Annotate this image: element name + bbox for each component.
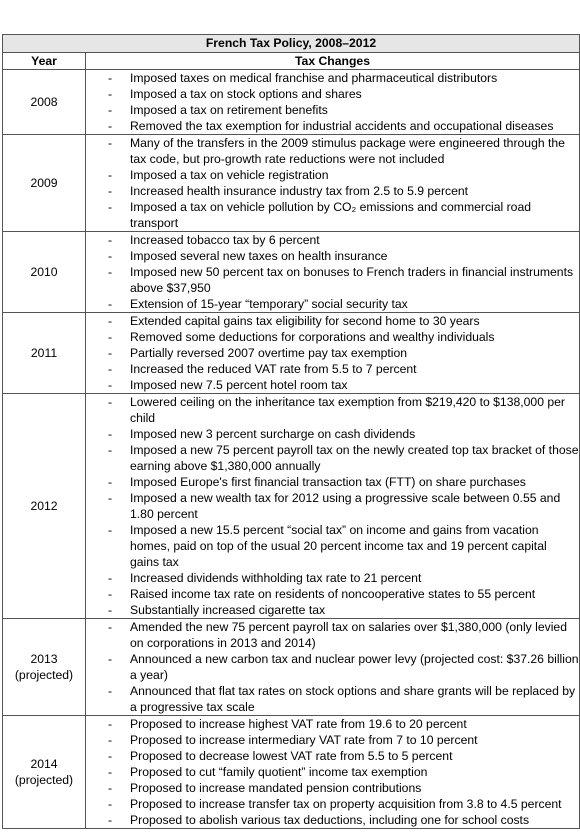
list-item	[86, 651, 579, 683]
list-item	[86, 619, 579, 651]
bullet-dash: -	[108, 184, 113, 198]
tax-change-text: Proposed to increase highest VAT rate from 19.6 to 20 percent	[130, 717, 467, 731]
tax-change-text: Amended the new 75 percent payroll tax on salaries over $1,380,000 (only levied on corporations in 2013 and 2014)	[130, 620, 567, 650]
bullet-dash: -	[108, 233, 113, 247]
list-item	[86, 232, 579, 248]
year-label: 2009	[30, 176, 58, 190]
table-row	[3, 232, 580, 313]
year-cell	[3, 70, 86, 135]
tax-change-text: Imposed several new taxes on health insurance	[130, 249, 388, 263]
list-item	[86, 764, 579, 780]
bullet-dash: -	[108, 265, 113, 279]
tax-change-text: Announced that flat tax rates on stock options and share grants will be replaced by a progressive tax scale	[130, 684, 576, 714]
bullet-dash: -	[108, 297, 113, 311]
list-item	[86, 296, 579, 312]
bullet-dash: -	[108, 427, 113, 441]
year-cell	[3, 135, 86, 232]
bullet-dash: -	[108, 620, 113, 634]
column-header-tax-changes: Tax Changes	[86, 53, 580, 70]
tax-change-text: Announced a new carbon tax and nuclear power levy (projected cost: $37.26 billion a year)	[130, 652, 579, 682]
table-row	[3, 70, 580, 135]
column-header-year: Year	[3, 53, 86, 70]
bullet-dash: -	[108, 749, 113, 763]
list-item	[86, 313, 579, 329]
bullet-dash: -	[108, 119, 113, 133]
bullet-dash: -	[108, 797, 113, 811]
tax-changes-cell	[86, 716, 580, 829]
list-item	[86, 490, 579, 522]
tax-change-text: Increased tobacco tax by 6 percent	[130, 233, 320, 247]
table-row	[3, 313, 580, 394]
list-item	[86, 135, 579, 167]
tax-change-text: Increased dividends withholding tax rate to 21 percent	[130, 571, 422, 585]
list-item	[86, 377, 579, 393]
tax-change-text: Imposed a new wealth tax for 2012 using a progressive scale between 0.55 and 1.80 percent	[130, 491, 561, 521]
tax-change-text: Proposed to abolish various tax deductions, including one for school costs	[130, 813, 530, 827]
tax-change-text: Extension of 15-year “temporary” social security tax	[130, 297, 408, 311]
bullet-dash: -	[108, 362, 113, 376]
tax-change-text: Imposed a new 75 percent payroll tax on the newly created top tax bracket of those earning above $1,380,000 annually	[130, 443, 579, 473]
list-item	[86, 199, 579, 231]
year-cell	[3, 232, 86, 313]
tax-change-text: Imposed new 7.5 percent hotel room tax	[130, 378, 348, 392]
bullet-dash: -	[108, 475, 113, 489]
table-row	[3, 619, 580, 716]
table-body	[3, 70, 580, 829]
list-item	[86, 248, 579, 264]
bullet-dash: -	[108, 87, 113, 101]
bullet-dash: -	[108, 652, 113, 666]
list-item	[86, 796, 579, 812]
tax-change-list	[86, 232, 579, 312]
list-item	[86, 570, 579, 586]
table-header-row	[3, 53, 580, 70]
bullet-dash: -	[108, 813, 113, 827]
tax-change-text: Increased the reduced VAT rate from 5.5 to 7 percent	[130, 362, 417, 376]
list-item	[86, 780, 579, 796]
tax-changes-cell	[86, 313, 580, 394]
list-item	[86, 102, 579, 118]
bullet-dash: -	[108, 781, 113, 795]
tax-change-text: Removed some deductions for corporations and wealthy individuals	[130, 330, 495, 344]
year-label: 2011	[30, 346, 58, 360]
tax-change-text: Raised income tax rate on residents of noncooperative states to 55 percent	[130, 587, 536, 601]
tax-change-text: Imposed a tax on stock options and shares	[130, 87, 362, 101]
year-cell	[3, 716, 86, 829]
list-item	[86, 345, 579, 361]
table-row	[3, 394, 580, 619]
tax-changes-cell	[86, 394, 580, 619]
bullet-dash: -	[108, 733, 113, 747]
year-note: (projected)	[14, 668, 74, 682]
bullet-dash: -	[108, 168, 113, 182]
year-note: (projected)	[14, 773, 74, 787]
bullet-dash: -	[108, 200, 113, 214]
tax-change-text: Proposed to increase transfer tax on property acquisition from 3.8 to 4.5 percent	[130, 797, 562, 811]
list-item	[86, 86, 579, 102]
year-label: 2014	[30, 757, 58, 771]
year-label: 2008	[30, 95, 58, 109]
tax-change-text: Proposed to increase mandated pension contributions	[130, 781, 422, 795]
tax-change-list	[86, 394, 579, 618]
tax-change-text: Imposed a new 15.5 percent “social tax” on income and gains from vacation homes, paid on top of the usual 20 percent income tax and 19 percent capital gains tax	[130, 523, 547, 569]
list-item	[86, 522, 579, 570]
bullet-dash: -	[108, 571, 113, 585]
tax-change-text: Substantially increased cigarette tax	[130, 603, 326, 617]
tax-change-text: Many of the transfers in the 2009 stimulus package were engineered through the tax code, but pro-growth rate reductions were not included	[130, 136, 565, 166]
bullet-dash: -	[108, 587, 113, 601]
list-item	[86, 812, 579, 828]
bullet-dash: -	[108, 249, 113, 263]
list-item	[86, 426, 579, 442]
bullet-dash: -	[108, 346, 113, 360]
list-item	[86, 264, 579, 296]
tax-change-text: Imposed Europe's first financial transaction tax (FTT) on share purchases	[130, 475, 526, 489]
list-item	[86, 748, 579, 764]
list-item	[86, 716, 579, 732]
tax-change-list	[86, 70, 579, 134]
tax-change-list	[86, 135, 579, 231]
tax-change-text: Lowered ceiling on the inheritance tax exemption from $219,420 to $138,000 per child	[130, 395, 565, 425]
table-row	[3, 716, 580, 829]
tax-change-list	[86, 619, 579, 715]
tax-policy-table	[2, 34, 580, 829]
tax-change-text: Proposed to decrease lowest VAT rate from 5.5 to 5 percent	[130, 749, 453, 763]
bullet-dash: -	[108, 603, 113, 617]
tax-change-text: Proposed to increase intermediary VAT rate from 7 to 10 percent	[130, 733, 478, 747]
table-row	[3, 135, 580, 232]
list-item	[86, 167, 579, 183]
list-item	[86, 683, 579, 715]
list-item	[86, 183, 579, 199]
list-item	[86, 474, 579, 490]
year-label: 2010	[30, 265, 58, 279]
table-title-row	[3, 35, 580, 53]
tax-changes-cell	[86, 70, 580, 135]
list-item	[86, 70, 579, 86]
tax-changes-cell	[86, 135, 580, 232]
tax-change-text: Increased health insurance industry tax from 2.5 to 5.9 percent	[130, 184, 469, 198]
tax-change-text: Partially reversed 2007 overtime pay tax exemption	[130, 346, 408, 360]
list-item	[86, 586, 579, 602]
list-item	[86, 118, 579, 134]
bullet-dash: -	[108, 443, 113, 457]
bullet-dash: -	[108, 395, 113, 409]
bullet-dash: -	[108, 523, 113, 537]
tax-change-text: Imposed new 3 percent surcharge on cash dividends	[130, 427, 416, 441]
list-item	[86, 732, 579, 748]
tax-change-text: Imposed new 50 percent tax on bonuses to French traders in financial instruments above $37,950	[130, 265, 574, 295]
bullet-dash: -	[108, 103, 113, 117]
tax-changes-cell	[86, 232, 580, 313]
bullet-dash: -	[108, 765, 113, 779]
bullet-dash: -	[108, 136, 113, 150]
tax-change-text: Proposed to cut “family quotient” income tax exemption	[130, 765, 428, 779]
list-item	[86, 394, 579, 426]
tax-change-list	[86, 313, 579, 393]
year-cell	[3, 619, 86, 716]
tax-change-text: Imposed a tax on retirement benefits	[130, 103, 328, 117]
bullet-dash: -	[108, 314, 113, 328]
year-label: 2013	[30, 652, 58, 666]
list-item	[86, 442, 579, 474]
tax-change-text: Imposed a tax on vehicle pollution by CO₂ emissions and commercial road transport	[130, 200, 532, 230]
tax-policy-table-wrapper	[2, 34, 579, 829]
bullet-dash: -	[108, 330, 113, 344]
year-cell	[3, 394, 86, 619]
year-label: 2012	[30, 499, 58, 513]
list-item	[86, 329, 579, 345]
list-item	[86, 361, 579, 377]
tax-change-text: Extended capital gains tax eligibility for second home to 30 years	[130, 314, 480, 328]
table-title: French Tax Policy, 2008–2012	[3, 35, 580, 53]
bullet-dash: -	[108, 71, 113, 85]
bullet-dash: -	[108, 491, 113, 505]
year-cell	[3, 313, 86, 394]
tax-changes-cell	[86, 619, 580, 716]
tax-change-text: Imposed a tax on vehicle registration	[130, 168, 329, 182]
tax-change-text: Removed the tax exemption for industrial accidents and occupational diseases	[130, 119, 554, 133]
tax-change-text: Imposed taxes on medical franchise and pharmaceutical distributors	[130, 71, 498, 85]
list-item	[86, 602, 579, 618]
tax-change-list	[86, 716, 579, 828]
bullet-dash: -	[108, 717, 113, 731]
bullet-dash: -	[108, 684, 113, 698]
bullet-dash: -	[108, 378, 113, 392]
